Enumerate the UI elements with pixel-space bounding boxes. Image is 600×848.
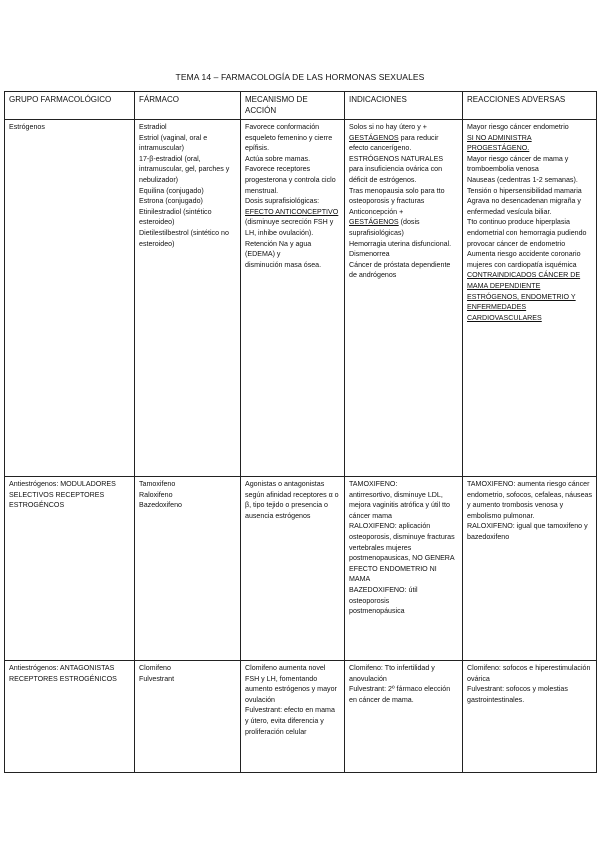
- indicaciones-text: para reducir efecto cancerígeno.: [349, 133, 439, 153]
- farmaco-item: Dietilestilbestrol (sintético no esteroideo): [139, 228, 229, 248]
- grupo-text: Antiestrógenos: MODULADORES SELECTIVOS RECEPTORES ESTROGÉNCOS: [9, 480, 116, 510]
- indicaciones-text: TAMOXIFENO:: [349, 480, 398, 488]
- reacciones-text: TAMOXIFENO: aumenta riesgo cáncer endometrio, sofocos, cefaleas, náuseas y aumento trombosis venosa y embolismo pulmonar.: [467, 480, 593, 520]
- cell-indicaciones: [345, 477, 463, 661]
- indicaciones-text: Anticoncepción +: [349, 207, 404, 216]
- cell-grupo: [5, 661, 135, 773]
- mecanismo-text: Clomifeno aumenta novel FSH y LH, fomentando aumento estrógenos y mayor ovulación: [245, 664, 337, 704]
- cell-indicaciones: [345, 661, 463, 773]
- reacciones-text: Mayor riesgo cáncer de mama y tromboembolia venosa: [467, 154, 569, 174]
- grupo-text: Antiestrógenos: ANTAGONISTAS RECEPTORES ESTROGÉNICOS: [9, 664, 117, 683]
- reacciones-text: Nauseas (cedentras 1-2 semanas).: [467, 175, 578, 184]
- farmaco-item: Estradiol: [139, 123, 167, 131]
- mecanismo-text: disminución masa ósea.: [245, 260, 322, 269]
- header-grupo: GRUPO FARMACOLÓGICO: [5, 92, 135, 120]
- mecanismo-text: Retención Na y agua: [245, 239, 312, 248]
- cell-farmaco: [135, 120, 241, 477]
- reacciones-highlight: SI NO ADMINISTRA PROGESTÁGENO.: [467, 133, 532, 153]
- mecanismo-highlight: EFECTO ANTICONCEPTIVO: [245, 207, 339, 216]
- reacciones-text: Clomifeno: sofocos e hiperestimulación ovárica: [467, 664, 591, 683]
- cell-mecanismo: [241, 661, 345, 773]
- mecanismo-text: (EDEMA) y: [245, 250, 281, 259]
- cell-reacciones: [463, 477, 597, 661]
- mecanismo-text: Dosis suprafisiológicas:: [245, 197, 320, 206]
- indicaciones-text: ESTRÓGENOS NATURALES para insuficiencia ovárica con déficit de estrógenos.: [349, 154, 444, 184]
- reacciones-text: Fulvestrant: sofocos y molestias gastrointestinales.: [467, 685, 568, 704]
- reacciones-text: Tensión o hipersensibilidad mamaria: [467, 186, 582, 195]
- indicaciones-text: Fulvestrant: 2º fármaco elección en cáncer de mama.: [349, 685, 451, 704]
- cell-grupo: [5, 477, 135, 661]
- cell-farmaco: [135, 661, 241, 773]
- indicaciones-text: Clomifeno: Tto infertilidad y anovulación: [349, 664, 435, 683]
- farmaco-item: 17-β-estradiol (oral, intramuscular, gel, parches y nebulizador): [139, 154, 230, 184]
- cell-reacciones: [463, 661, 597, 773]
- farmaco-item: Fulvestrant: [139, 674, 175, 683]
- header-indicaciones: INDICACIONES: [345, 92, 463, 120]
- indicaciones-highlight: GESTÁGENOS: [349, 133, 399, 142]
- indicaciones-text: Cáncer de próstata dependiente de andrógenos: [349, 260, 451, 280]
- cell-mecanismo: [241, 120, 345, 477]
- cell-reacciones: [463, 120, 597, 477]
- indicaciones-text: (dosis suprafisiológicas): [349, 218, 420, 237]
- farmaco-item: Etinilestradiol (sintético esteroideo): [139, 207, 212, 227]
- farmaco-item: Estrona (conjugado): [139, 197, 203, 206]
- indicaciones-text: postmenopáusica: [349, 607, 405, 616]
- mecanismo-text: Favorece receptores progesterona y controla ciclo menstrual.: [245, 165, 336, 195]
- indicaciones-text: Hemorragia uterina disfuncional.: [349, 239, 452, 248]
- farmaco-item: Tamoxifeno: [139, 480, 176, 488]
- reacciones-text: Tto continuo produce hiperplasia endometrial con hemorragia pudiendo provocar cáncer de endometrio: [467, 218, 587, 248]
- reacciones-text: Agrava no desencadenan migraña y enfermedad vesícula biliar.: [467, 197, 581, 216]
- farmaco-item: Equilina (conjugado): [139, 186, 204, 195]
- indicaciones-text: RALOXIFENO: aplicación osteoporosis, disminuye fracturas vertebrales mujeres: [349, 522, 455, 552]
- pharmacology-table: [4, 91, 597, 773]
- header-mecanismo: MECANISMO DE ACCIÓN: [241, 92, 345, 120]
- reacciones-text: RALOXIFENO: igual que tamoxifeno y bazedoxifeno: [467, 522, 588, 541]
- mecanismo-text: Agonistas o antagonistas según afinidad receptores α o β, tipo tejido o presencia o ausencia estrógenos: [245, 480, 339, 520]
- reacciones-text: Aumenta riesgo accidente coronario mujeres con cardiopatía isquémica: [467, 250, 581, 269]
- mecanismo-text: Favorece conformación esqueleto femenino y cierre epífisis.: [245, 123, 333, 153]
- table-row: [5, 477, 597, 661]
- grupo-text: Estrógenos: [9, 123, 45, 131]
- cell-farmaco: [135, 477, 241, 661]
- farmaco-item: Raloxifeno: [139, 490, 173, 499]
- reacciones-text: Mayor riesgo cáncer endometrio: [467, 123, 569, 131]
- table-row: [5, 661, 597, 773]
- cell-indicaciones: [345, 120, 463, 477]
- mecanismo-text: (disminuye secreción FSH y LH, inhibe ovulación).: [245, 218, 334, 237]
- farmaco-item: Bazedoxifeno: [139, 501, 182, 510]
- mecanismo-text: Fulvestrant: efecto en mama y útero, evita diferencia y proliferación celular: [245, 706, 335, 736]
- indicaciones-text: antirresortivo, disminuye LDL, mejora vaginitis atrófica y útil tto cáncer mama: [349, 490, 450, 520]
- farmaco-item: Clomifeno: [139, 664, 171, 672]
- farmaco-item: Estriol (vaginal, oral e intramuscular): [139, 133, 208, 153]
- header-reacciones: REACCIONES ADVERSAS: [463, 92, 597, 120]
- indicaciones-text: BAZEDOXIFENO: útil osteoporosis: [349, 585, 418, 605]
- cell-mecanismo: [241, 477, 345, 661]
- table-header-row: [5, 92, 597, 120]
- indicaciones-text: Solos si no hay útero y +: [349, 123, 427, 131]
- header-farmaco: FÁRMACO: [135, 92, 241, 120]
- cell-grupo: [5, 120, 135, 477]
- document-title: TEMA 14 – FARMACOLOGÍA DE LAS HORMONAS SEXUALES: [175, 72, 425, 82]
- indicaciones-text: Dismenorrea: [349, 250, 390, 259]
- table-row: [5, 120, 597, 477]
- indicaciones-highlight: GESTÁGENOS: [349, 218, 399, 227]
- mecanismo-text: Actúa sobre mamas.: [245, 154, 311, 163]
- reacciones-contraindicados: CONTRAINDICADOS CÁNCER DE MAMA DEPENDIENTE ESTRÓGENOS, ENDOMETRIO Y ENFERMEDADES CARDIOVASCULARES: [467, 271, 581, 322]
- indicaciones-text: Tras menopausia solo para tto osteoporosis y fracturas: [349, 186, 445, 206]
- indicaciones-text: postmenopausicas, NO GENERA EFECTO ENDOMETRIO NI MAMA: [349, 554, 455, 584]
